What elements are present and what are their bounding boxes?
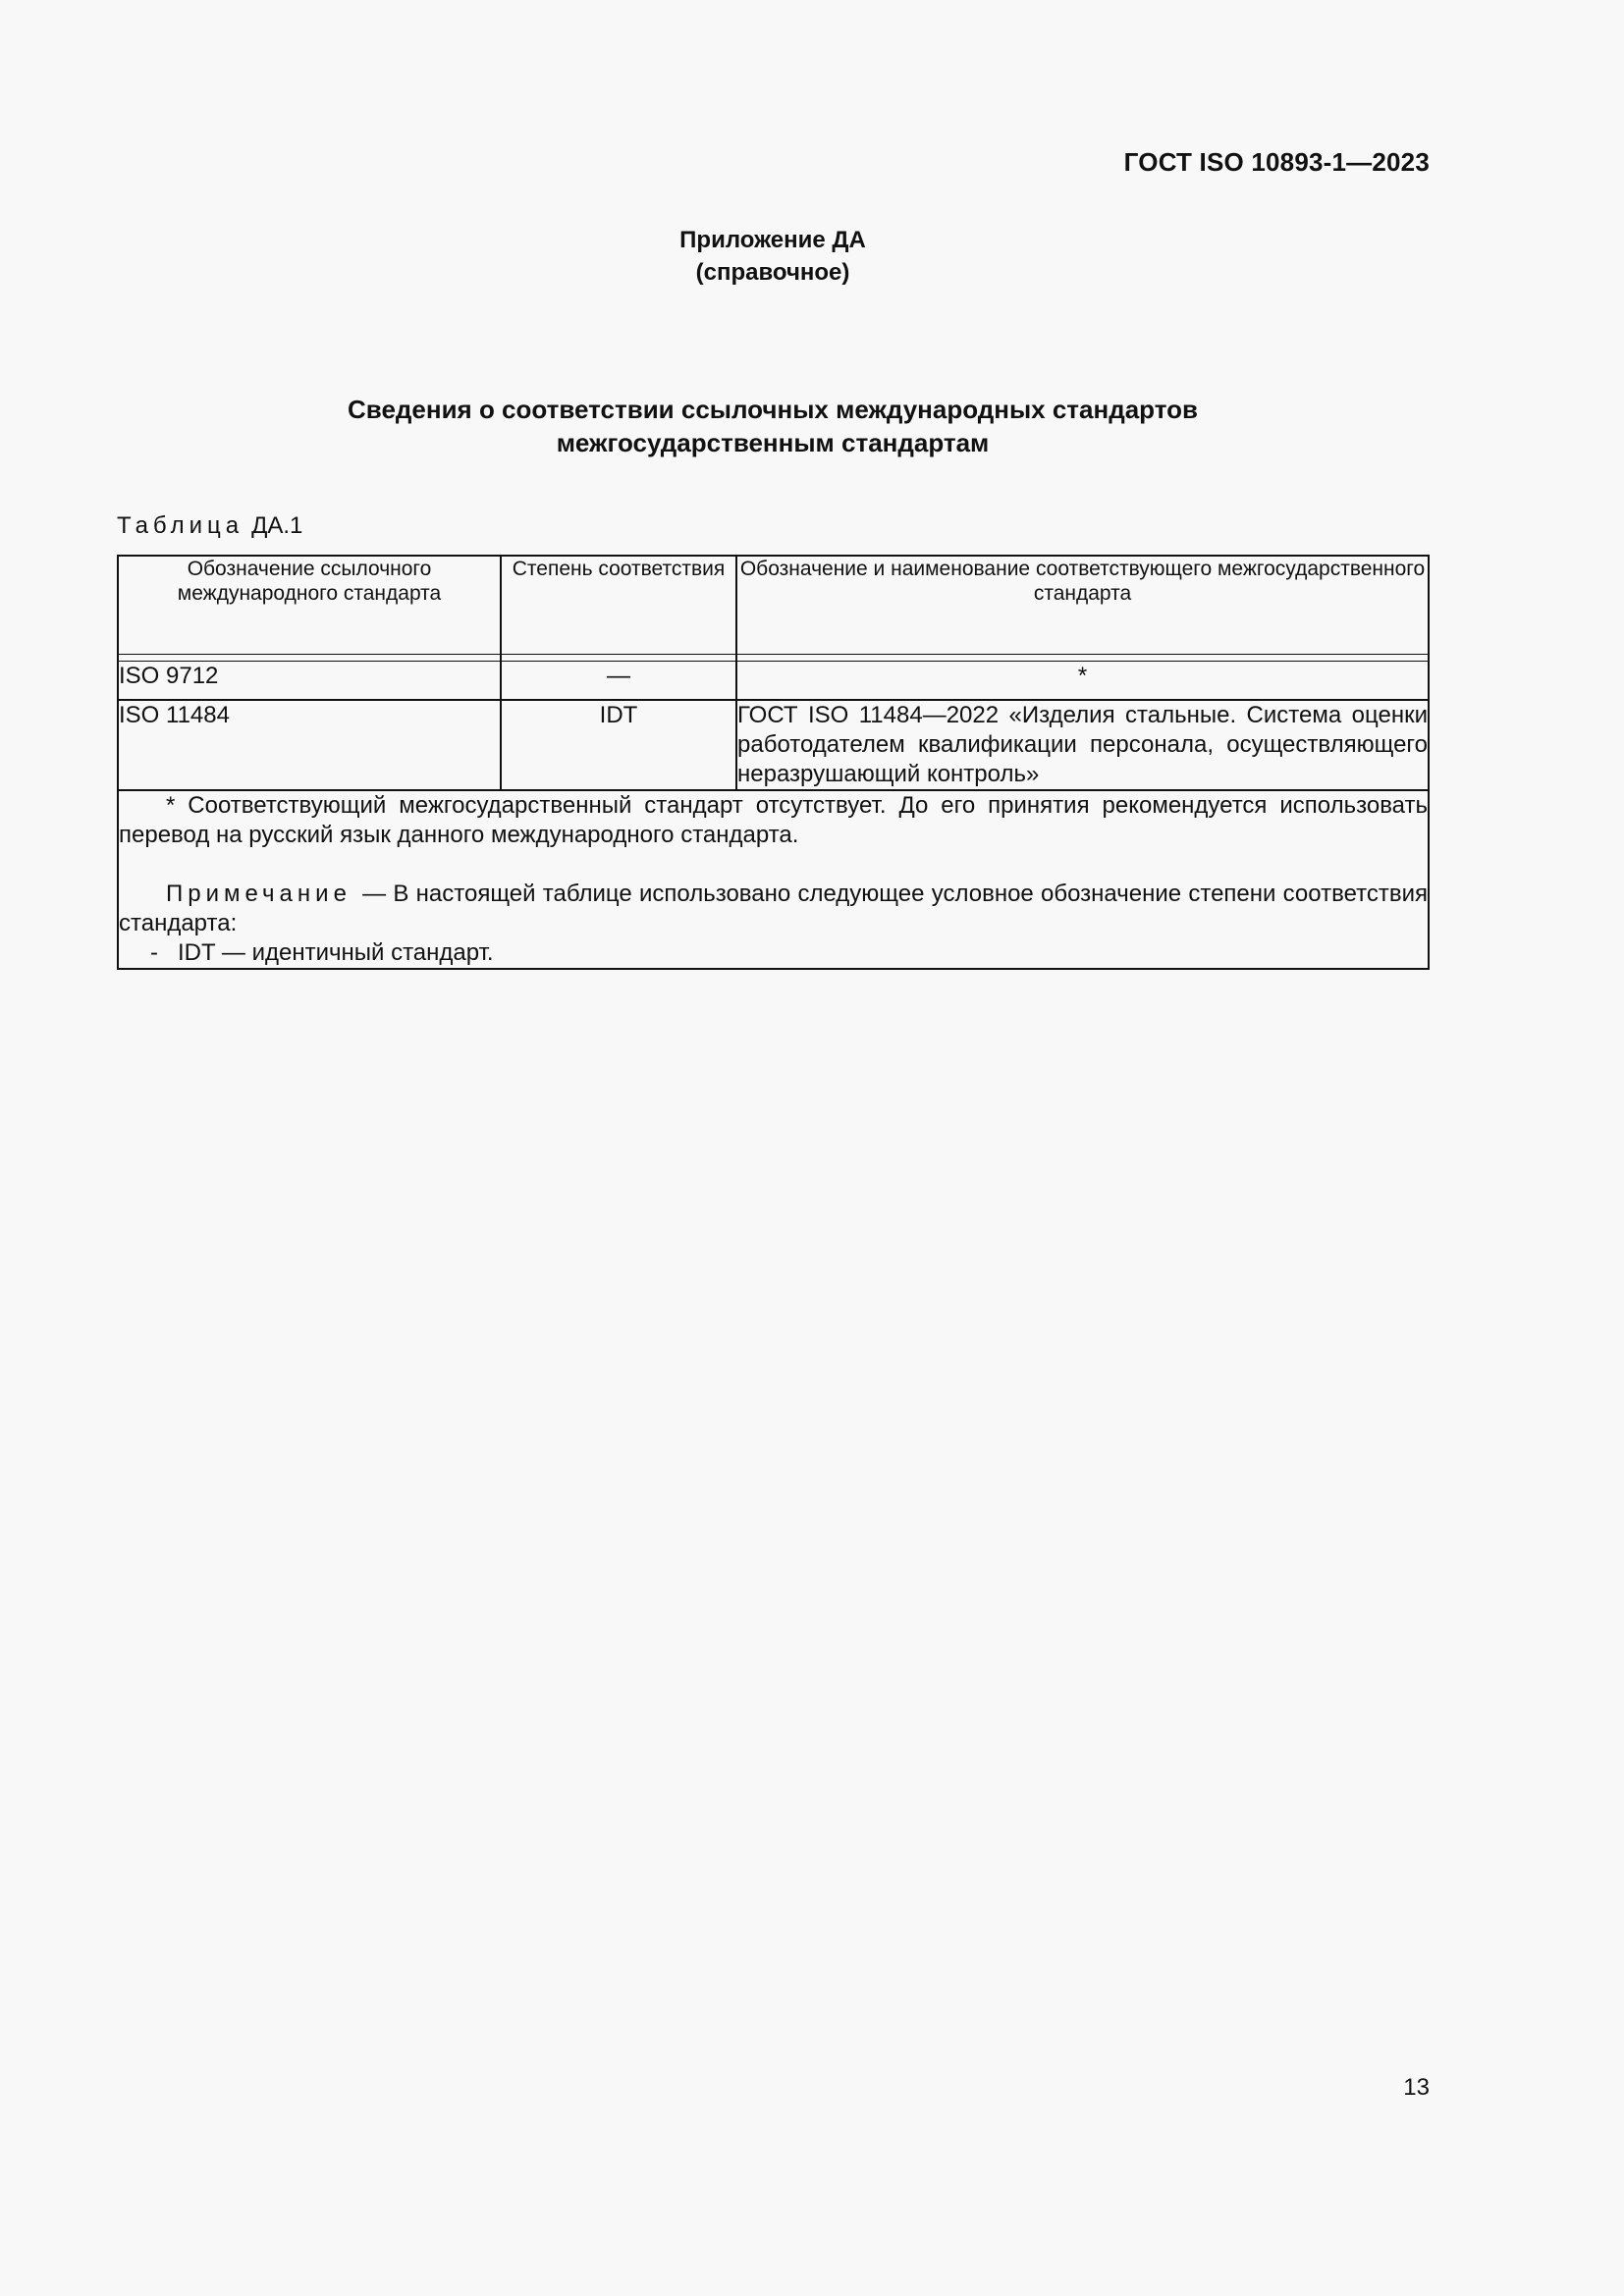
section-title xyxy=(0,393,1545,459)
column-header-national-standard: Обозначение и наименование соответствующего межгосударственного стандарта xyxy=(739,558,1426,605)
document-code: ГОСТ ISO 10893-1—2023 xyxy=(1123,147,1430,177)
table-notes-row xyxy=(119,790,1428,968)
table-footnote: * Соответствующий межгосударственный стандарт отсутствует. До его принятия рекомендуется использовать перевод на русский язык данного международного стандарта. xyxy=(119,791,1428,848)
column-header-degree: Степень соответствия xyxy=(501,557,736,655)
table-caption xyxy=(117,512,302,540)
section-title-line-2: межгосударственным стандартам xyxy=(556,428,990,457)
page-number: 13 xyxy=(1403,2074,1430,2101)
table-notes xyxy=(119,790,1428,968)
note-list-item xyxy=(119,938,1428,968)
cell-ref-standard: ISO 11484 xyxy=(119,700,501,790)
note-text: — В настоящей таблице использовано следующее условное обозначение степени соответствия стандарта: xyxy=(119,880,1428,936)
appendix-subtitle: (справочное) xyxy=(695,259,850,286)
cell-national-standard: ГОСТ ISO 11484—2022 «Изделия стальные. Система оценки работодателем квалификации персонала, осуществляющего неразрушающий контроль» xyxy=(736,700,1428,790)
cell-ref-standard: ISO 9712 xyxy=(119,662,501,700)
table-row xyxy=(119,662,1428,700)
cell-degree: — xyxy=(501,662,736,700)
column-header-ref-standard: Обозначение ссылочного международного стандарта xyxy=(119,557,501,655)
header-double-rule xyxy=(119,655,1428,662)
table-header-row xyxy=(119,557,1428,655)
table-caption-number: ДА.1 xyxy=(251,512,303,539)
appendix-heading xyxy=(0,224,1545,289)
appendix-title: Приложение ДА xyxy=(679,227,866,253)
note-item-text: IDT — идентичный стандарт. xyxy=(178,938,494,966)
cell-degree: IDT xyxy=(501,700,736,790)
section-title-line-1: Сведения о соответствии ссылочных международных стандартов xyxy=(348,395,1198,424)
list-marker: - xyxy=(150,938,158,966)
note-label: Примечание xyxy=(166,880,352,907)
table-caption-prefix: Таблица xyxy=(117,512,244,539)
table-note xyxy=(119,880,1428,938)
cell-national-standard: * xyxy=(736,662,1428,700)
table-row xyxy=(119,700,1428,790)
correspondence-table xyxy=(117,555,1430,970)
